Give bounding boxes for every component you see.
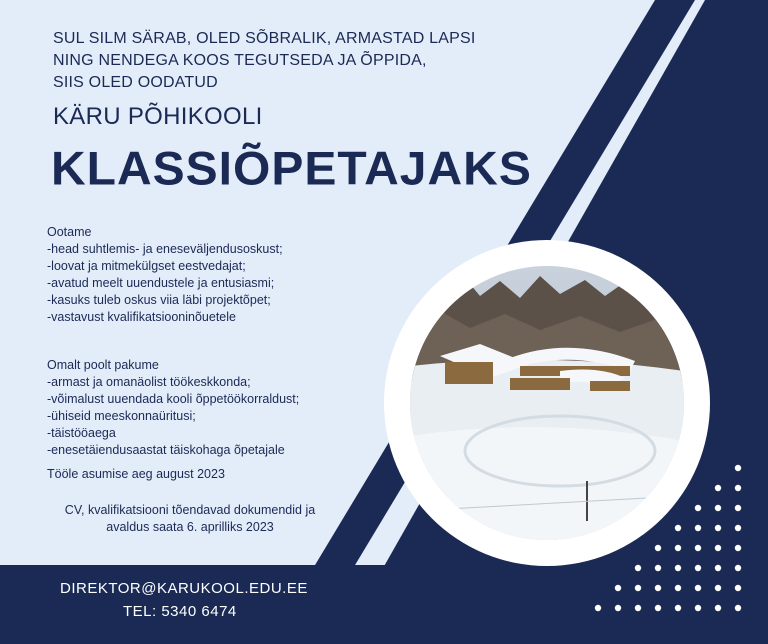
decorative-dot [735, 565, 741, 571]
decorative-dot [735, 505, 741, 511]
list-item: -kasuks tuleb oskus viia läbi projektõpet; [47, 293, 271, 307]
contact-email[interactable]: DIREKTOR@KARUKOOL.EDU.EE [60, 580, 308, 597]
decorative-dot [635, 605, 641, 611]
decorative-dot [735, 525, 741, 531]
decorative-dot [735, 605, 741, 611]
decorative-dot [715, 485, 721, 491]
school-name: KÄRU PÕHIKOOLI [53, 103, 263, 130]
list-item: -loovat ja mitmekülgset eestvedajat; [47, 259, 246, 273]
intro-line: SUL SILM SÄRAB, OLED SÕBRALIK, ARMASTAD LAPSI [53, 30, 476, 47]
decorative-dot [695, 525, 701, 531]
offers-list [47, 357, 377, 459]
contact-phone[interactable]: TEL: 5340 6474 [123, 603, 237, 620]
decorative-dot [675, 525, 681, 531]
decorative-dot [635, 585, 641, 591]
decorative-dot [715, 605, 721, 611]
decorative-dot [615, 585, 621, 591]
decorative-dot [715, 565, 721, 571]
school-photo [410, 266, 684, 540]
decorative-dot [735, 585, 741, 591]
decorative-dot [695, 505, 701, 511]
decorative-dot [655, 605, 661, 611]
decorative-dot [735, 485, 741, 491]
list-item: -täistööaega [47, 426, 116, 440]
list-item: -vastavust kvalifikatsiooninõuetele [47, 310, 236, 324]
decorative-dot [675, 545, 681, 551]
documents-note [20, 502, 360, 536]
list-item: -armast ja omanäolist töökeskkonda; [47, 375, 251, 389]
list-item: -head suhtlemis- ja eneseväljendusoskust; [47, 242, 283, 256]
intro-line: NING NENDEGA KOOS TEGUTSEDA JA ÕPPIDA, [53, 52, 427, 69]
decorative-dot [615, 605, 621, 611]
intro-text [53, 28, 503, 94]
decorative-dot [655, 545, 661, 551]
decorative-dot [735, 545, 741, 551]
decorative-dot [695, 545, 701, 551]
decorative-dot [695, 565, 701, 571]
requirements-list [47, 224, 377, 326]
decorative-dot [655, 585, 661, 591]
requirements-heading: Ootame [47, 225, 92, 239]
offers-heading: Omalt poolt pakume [47, 358, 159, 372]
documents-line: CV, kvalifikatsiooni tõendavad dokumendid ja [64, 503, 316, 517]
decorative-dot [595, 605, 601, 611]
list-item: -ühiseid meeskonnaüritusi; [47, 409, 196, 423]
decorative-dot [635, 565, 641, 571]
decorative-dot [655, 565, 661, 571]
decorative-dot [695, 585, 701, 591]
start-date: Tööle asumise aeg august 2023 [47, 467, 225, 481]
list-item: -enesetäiendusaastat täiskohaga õpetajale [47, 443, 285, 457]
decorative-dot [675, 585, 681, 591]
list-item: -võimalust uuendada kooli õppetöökorraldust; [47, 392, 300, 406]
position-title: KLASSIÕPETAJAKS [51, 143, 532, 196]
decorative-dot [695, 605, 701, 611]
bottom-band [0, 565, 768, 644]
decorative-dot [735, 465, 741, 471]
intro-line: SIIS OLED OODATUD [53, 74, 218, 91]
decorative-dot [715, 525, 721, 531]
decorative-dot [675, 605, 681, 611]
list-item: -avatud meelt uuendustele ja entusiasmi; [47, 276, 275, 290]
decorative-dot [715, 545, 721, 551]
decorative-dot [675, 565, 681, 571]
decorative-dot [715, 585, 721, 591]
winter-school-image [410, 266, 684, 540]
decorative-dot [715, 505, 721, 511]
documents-line: avaldus saata 6. aprilliks 2023 [106, 520, 274, 534]
